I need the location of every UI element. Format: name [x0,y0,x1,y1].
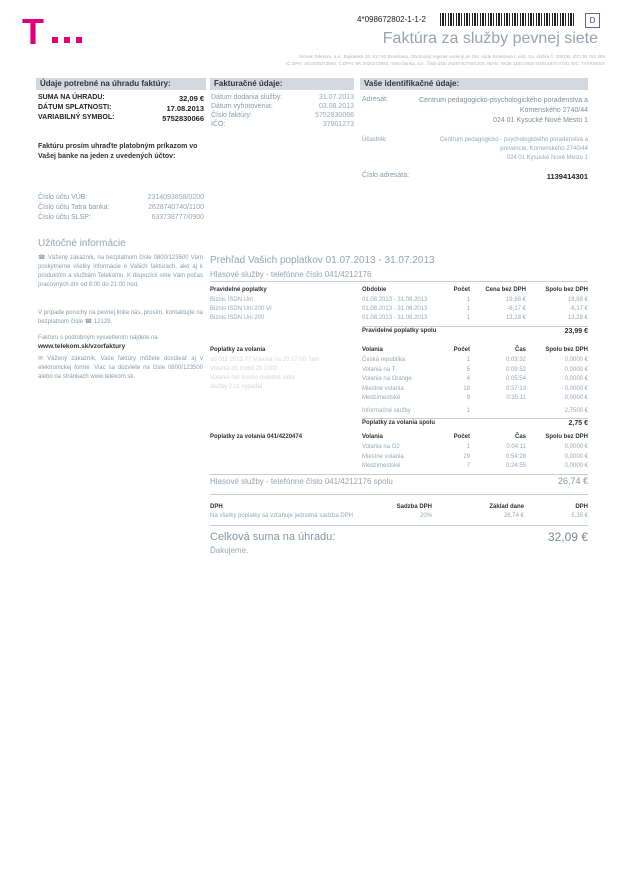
payment-row [38,114,204,124]
invoice-label: Dátum vyhotovenia: [211,103,273,110]
row-time: 0:04:11 [506,444,526,450]
vzorfaktury-link[interactable]: www.telekom.sk/vzorfaktury [38,343,126,350]
account-value: 633738777/0900 [151,214,204,221]
row-count: 1 [466,297,470,303]
account-value: 2628740740/1100 [148,204,204,211]
faint-line: od 011 2013 77 Volania na 20 17:00 7am [210,357,320,363]
payment-value: 17.08.2013 [166,104,204,113]
row-total: 0,0000 € [564,463,588,469]
regular-sum-label: Pravidelné poplatky spolu [362,328,437,334]
row-total: -6,17 € [569,306,588,312]
mail-icon: ✉ [38,356,48,362]
row-name: Biznis ISDN Uni 200 VI [210,306,272,312]
divider [362,418,588,419]
payment-value: 32,09 € [178,94,204,103]
row-name: Biznis ISDN Uni [210,297,253,303]
payment-note: Faktúru prosím uhraďte platobným príkazom vo Vašej banke na jeden z uvedených účtov: [38,143,198,160]
row-period: 01.08.2013 - 31.08.2013 [362,297,428,303]
overview-title: Prehľad Vašich poplatkov 01.07.2013 - 31.07.2013 [210,255,435,266]
table-row [210,297,588,306]
useful-info-p2: V prípade poruchy na pevnej linke nás, prosím, kontaktujte na bezplatnom čísle ☎ 12129. [38,310,203,325]
regular-sum-value: 23,99 € [564,328,588,335]
recipient-number: 1139414301 [546,172,588,181]
row-name: Informačné služby [362,407,411,414]
barcode [440,13,575,26]
row-price: 19,88 € [505,297,526,303]
row-name: Medzimestské [362,463,401,469]
row-name: Česká republika [362,357,406,363]
row-count: 9 [466,395,470,401]
table-row [362,444,588,454]
row-total: 13,28 € [567,315,588,321]
address-line: Komenského 2740/44 [519,107,588,114]
row-count: 1 [466,357,470,363]
calls2-table [362,444,588,473]
faint-line: Volania net Inerko mobilné siete [210,375,296,381]
letter-code: D [585,13,600,28]
row-time: 0:05:54 [505,376,526,382]
customer-line: prevencie, Komenského 2740/44 [500,146,588,152]
address-line: 024 01 Kysucké Nové Mesto 1 [493,117,588,124]
account-row [38,214,204,224]
divider [210,281,588,282]
invoice-label: Dátum dodania služby: [211,94,283,101]
calls-sum-value: 2,75 € [568,420,588,427]
useful-text: Vážený zákazník, Vaše faktúry môžete dostávať aj v elektronickej forme. Viac sa dozviete na čísle 0800/123500 alebo na stránkach www.telekom.sk. [38,356,203,380]
address-line: Centrum pedagogicko-psychologického poradenstva a [419,97,588,104]
col-calls: Volania [362,434,383,440]
payment-row [38,94,204,104]
row-period: 01.08.2013 - 31.08.2013 [362,315,428,321]
invoice-label: Číslo faktúry: [211,112,252,119]
calls2-heading: Poplatky za volania 041/4220474 [210,434,303,440]
useful-info-p4 [38,355,203,382]
payment-row [38,104,204,114]
col-total: Spolu bez DPH [545,347,588,353]
row-count: 18 [463,385,470,392]
voice-total-value: 26,74 € [557,476,588,486]
address-label: Adresát: [362,96,389,103]
row-count: 29 [463,453,470,460]
calls-heading: Poplatky za volania [210,347,266,353]
row-total: 2,7500 € [564,407,588,414]
table-row [362,454,588,464]
col-count: Počet [453,434,470,440]
recipient-number-row [362,172,588,181]
row-period: 01.08.2013 - 31.08.2013 [362,306,428,312]
vat-col-rate: Sadzba DPH [396,504,432,510]
calls-table [362,357,588,417]
row-total: 0,0000 € [564,385,588,392]
invoice-value: 5752830066 [315,112,354,119]
vat-col-dph: DPH [210,504,223,510]
row-total: 0,0000 € [564,444,588,450]
logo-dots [52,30,88,48]
col-count: Počet [453,287,470,293]
company-info-line: Slovak Telekom, a.s., Bajkalská 28, 817 62 Bratislava, Obchodný register vedený pri Okr. súde Bratislava I, odd. Sa, vložka č. 2081/B, IČO 35 763 469 [299,54,605,59]
divider [210,494,588,495]
grand-total-label: Celková suma na úhradu: [210,531,336,543]
row-price: -6,17 € [507,306,526,312]
table-row [362,463,588,473]
row-name: Volania na O2 [362,444,400,450]
payment-value: 5752830066 [162,114,204,123]
col-time: Čas [514,347,526,353]
table-row [362,357,588,367]
col-total: Spolu bez DPH [545,287,588,293]
col-total: Spolu bez DPH [545,434,588,440]
useful-info-heading: Užitočné informácie [38,238,126,249]
grand-total-value: 32,09 € [547,530,588,544]
divider [210,474,588,475]
invoice-value: 03.08.2013 [318,103,354,110]
row-total: 0,0000 € [564,357,588,363]
row-price: 13,28 € [505,315,526,321]
vat-row-vat: 5,35 € [571,513,588,519]
row-total: 0,0000 € [564,395,588,401]
payment-label: DÁTUM SPLATNOSTI: [38,104,112,111]
invoice-label: IČO: [211,121,226,128]
payment-label: SUMA NA ÚHRADU: [38,94,105,101]
regular-heading: Pravidelné poplatky [210,287,267,293]
payment-label: VARIABILNÝ SYMBOL: [38,114,115,121]
row-time: 0:54:28 [505,453,526,460]
row-name: Miestne volania [362,385,404,392]
row-total: 0,0000 € [564,366,588,373]
table-row [362,408,588,418]
calls-sum-label: Poplatky za volania spolu [362,420,436,426]
table-row [362,376,588,386]
useful-text: Vážený zákazník, na bezplatnom čísle 0800/123500 Vám poskytneme všetky informácie o Vašich faktúrach, ako aj k produktom a službám Telekomu. K dispozícii sme Vám počas pracovných dní od 8:00 do 21:00 hod. [38,255,204,288]
customer-line: 024 01 Kysucké Nové Mesto 1 [506,155,588,161]
vat-col-vat: DPH [575,504,588,510]
faint-line: služby 2 cz vypadal [210,384,263,390]
col-time: Čas [514,434,526,440]
voice-total-label: Hlasové služby - telefónne číslo 041/4212176 spolu [210,477,393,486]
useful-info-p3: Faktúru s podrobným vysvetlením nájdete na [38,335,158,341]
faint-line: Volania do mobil 20 1000 [210,366,278,372]
customer-label: Účastník: [362,137,388,143]
account-label: Číslo účtu VÚB: [38,194,88,201]
company-info [185,53,605,67]
row-count: 1 [466,444,470,450]
table-row [362,367,588,377]
vat-row-name: Na všetky poplatky sa vzťahuje jednotná sadzba DPH [210,513,353,519]
vat-row-base: 26,74 € [503,513,524,519]
row-time: 0:35:11 [506,395,526,401]
row-total: 0,0000 € [564,376,588,382]
col-count: Počet [453,347,470,353]
useful-info-p1 [38,254,203,290]
row-count: 1 [466,315,470,321]
account-row [38,194,204,204]
payment-rows [38,94,204,124]
invoice-heading: Fakturačné údaje: [210,78,354,90]
voice-services-line: Hlasové služby - telefónne číslo 041/4212176 [210,270,372,279]
invoice-title: Faktúra za služby pevnej siete [382,30,598,47]
row-name: Miestne volania [362,453,404,460]
customer-line: Centrum pedagogicko - psychologického poradenstva a [439,137,588,143]
row-count: 4 [466,376,470,382]
invoice-row [211,94,354,103]
company-info-line: IČ DPH: SK2020273893, Č.DPH: SK 2020273893, Tatra banka, a.s., číslo účtu 2628740740/1100, IBAN: SK26 1100 0000 0026 2874 0740, BIC: TATRSKBX [286,61,605,66]
phone-icon: ☎ [38,255,48,261]
regular-table [210,297,588,324]
table-row [362,395,588,405]
row-time: 0:09:52 [505,366,526,373]
calls-faint-text [210,356,360,392]
invoice-row [211,121,354,130]
invoice-value: 37901273 [322,121,354,128]
row-total: 0,0000 € [564,453,588,460]
payment-heading: Údaje potrebné na úhradu faktúry: [36,78,206,90]
table-row [210,306,588,315]
recipient-number-label: Číslo adresáta: [362,172,410,179]
row-name: Volania na T [362,366,396,373]
bank-accounts [38,194,204,224]
row-name: Medzimestské [362,395,401,401]
row-time: 0:24:55 [505,463,526,469]
col-calls: Volania [362,347,383,353]
row-total: 19,88 € [567,297,588,303]
row-count: 7 [466,463,470,469]
account-label: Číslo účtu Tatra banka: [38,204,110,211]
thanks-text: Ďakujeme. [210,546,249,555]
divider [210,525,588,526]
row-count: 1 [466,407,470,414]
invoice-row [211,112,354,121]
account-row [38,204,204,214]
customer-block [400,136,588,163]
row-name: Biznis ISDN Uni 200 [210,315,265,321]
row-time: 0:03:32 [505,357,526,363]
account-label: Číslo účtu SLSP: [38,214,91,221]
row-time: 0:37:13 [505,385,526,392]
col-period: Obdobie [362,287,387,293]
row-count: 5 [466,366,470,373]
invoice-rows [211,94,354,130]
col-price: Cena bez DPH [485,287,526,293]
table-row [362,386,588,396]
address-block [390,96,588,126]
account-value: 2314093858/0200 [147,194,204,201]
divider [362,326,588,327]
document-number: 4*098672802-1-1-2 [357,15,426,24]
table-row [210,315,588,324]
row-name: Volania na Orange [362,376,412,382]
telekom-logo: T [22,11,44,52]
invoice-row [211,103,354,112]
row-count: 1 [466,306,470,312]
vat-col-base: Základ dane [489,504,524,510]
identity-heading: Vaše identifikačné údaje: [360,78,588,90]
invoice-value: 31.07.2013 [318,94,354,101]
vat-row-rate: 20% [419,513,432,519]
